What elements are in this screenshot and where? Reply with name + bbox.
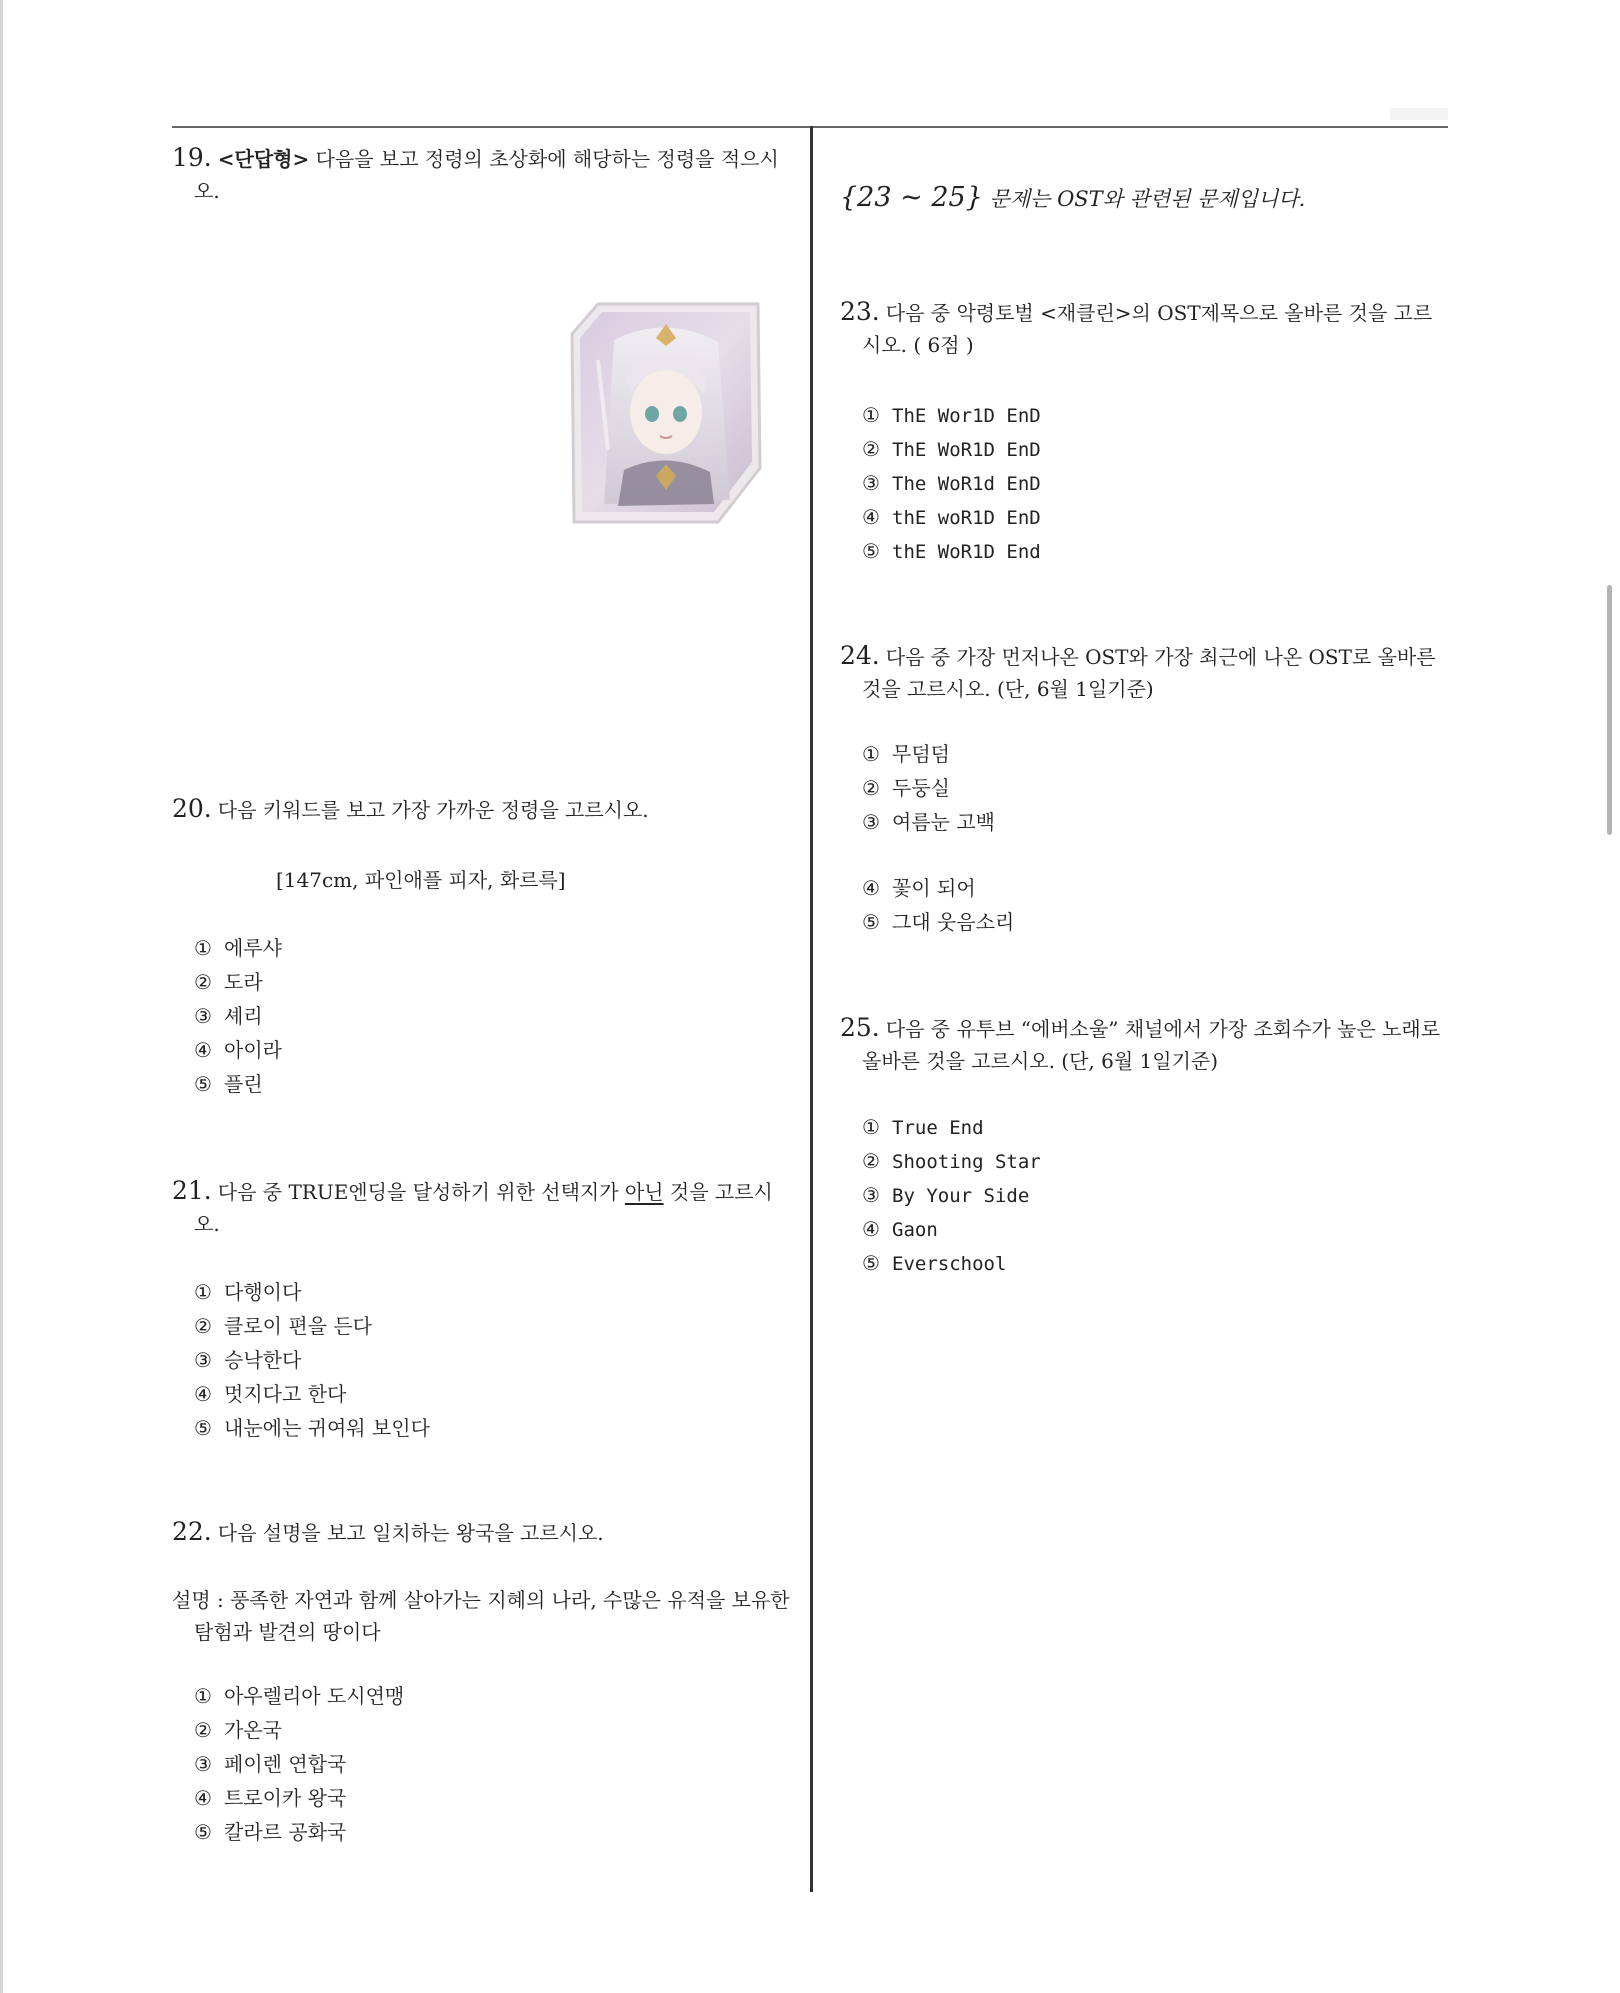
- option-mark: ②: [194, 970, 212, 994]
- question-21: [172, 1175, 782, 1240]
- option-label: 무덤덤: [892, 742, 950, 766]
- option-mark: ③: [194, 1752, 212, 1776]
- question-text: 다음 중 악령토벌 <재클린>의 OST제목으로 올바른 것을 고르시오. ( 6점 ): [862, 301, 1433, 357]
- question-25: [840, 1012, 1450, 1077]
- option-3[interactable]: [194, 999, 282, 1033]
- question-22-options: [172, 1679, 404, 1849]
- option-label: 도라: [224, 970, 263, 994]
- option-label: 페이렌 연합국: [224, 1752, 347, 1776]
- option-mark: ⑤: [862, 539, 880, 563]
- page-corner-mark: [1390, 108, 1448, 120]
- question-24: [840, 640, 1450, 705]
- question-text: 다음 중 TRUE엔딩을 달성하기 위한 선택지가: [217, 1180, 625, 1204]
- option-label: 아우렐리아 도시연맹: [224, 1684, 405, 1708]
- question-19: [172, 142, 782, 207]
- question-19-stem: [172, 142, 782, 207]
- option-mark: ②: [194, 1718, 212, 1742]
- option-4[interactable]: [862, 871, 1014, 905]
- question-text: 다음 키워드를 보고 가장 가까운 정령을 고르시오.: [217, 798, 649, 822]
- option-mark: ⑤: [194, 1072, 212, 1096]
- column-divider: [810, 126, 813, 1892]
- question-23-options: [840, 398, 1041, 568]
- question-number: 21.: [172, 1176, 212, 1205]
- question-21-stem: [172, 1175, 782, 1240]
- option-label: 멋지다고 한다: [224, 1382, 347, 1406]
- question-emphasis: 아닌: [624, 1180, 664, 1204]
- option-3[interactable]: [194, 1747, 404, 1781]
- question-25-options: [840, 1110, 1041, 1280]
- option-4[interactable]: [194, 1377, 430, 1411]
- option-label: 아이라: [224, 1038, 282, 1062]
- option-label: thE woR1D EnD: [892, 507, 1041, 529]
- option-label: 플린: [224, 1072, 263, 1096]
- option-label: 승낙한다: [224, 1348, 302, 1372]
- option-label: By Your Side: [892, 1185, 1030, 1207]
- question-21-options: [172, 1275, 430, 1445]
- option-label: 꽃이 되어: [892, 876, 976, 900]
- option-1[interactable]: [194, 1679, 404, 1713]
- question-20-options: [172, 931, 282, 1101]
- section-heading: [840, 180, 1305, 217]
- option-mark: ⑤: [194, 1820, 212, 1844]
- question-number: 24.: [840, 641, 880, 670]
- question-type-tag: <단답형>: [217, 147, 310, 171]
- option-mark: ①: [194, 936, 212, 960]
- question-number: 19.: [172, 143, 212, 172]
- option-mark: ⑤: [194, 1416, 212, 1440]
- spirit-portrait-image: [568, 300, 764, 526]
- option-label: ThE WoR1D EnD: [892, 439, 1041, 461]
- section-text: 문제는 OST와 관련된 문제입니다.: [982, 187, 1306, 211]
- option-mark: ④: [194, 1786, 212, 1810]
- question-24-stem: [840, 640, 1450, 705]
- option-label: Everschool: [892, 1253, 1007, 1275]
- option-4[interactable]: [862, 1212, 1041, 1246]
- option-5[interactable]: [862, 534, 1041, 568]
- option-label: 칼라르 공화국: [224, 1820, 347, 1844]
- question-22: [172, 1516, 782, 1549]
- question-22-description: 설명 : 풍족한 자연과 함께 살아가는 지혜의 나라, 수많은 유적을 보유한 탐험과 발견의 땅이다: [172, 1588, 790, 1644]
- question-text-end: 것을 고르시오.: [194, 1180, 773, 1236]
- option-mark: ①: [194, 1280, 212, 1304]
- option-mark: ③: [862, 471, 880, 495]
- question-25-stem: [840, 1012, 1450, 1077]
- option-1[interactable]: [194, 1275, 430, 1309]
- option-label: 클로이 편을 든다: [224, 1314, 372, 1338]
- option-label: 여름눈 고백: [892, 810, 995, 834]
- option-1[interactable]: [194, 931, 282, 965]
- option-label: 셰리: [224, 1004, 263, 1028]
- option-2[interactable]: [862, 771, 995, 805]
- option-label: thE WoR1D End: [892, 541, 1041, 563]
- option-mark: ②: [862, 1149, 880, 1173]
- question-number: 25.: [840, 1013, 880, 1042]
- option-3[interactable]: [194, 1343, 430, 1377]
- option-3[interactable]: [862, 1178, 1041, 1212]
- option-label: Gaon: [892, 1219, 938, 1241]
- option-mark: ⑤: [862, 1251, 880, 1275]
- option-label: 가온국: [224, 1718, 282, 1742]
- option-label: 다행이다: [224, 1280, 302, 1304]
- option-mark: ①: [862, 742, 880, 766]
- scrollbar-thumb[interactable]: [1607, 585, 1612, 835]
- question-number: 22.: [172, 1517, 212, 1546]
- option-5[interactable]: [194, 1411, 430, 1445]
- question-22-stem: [172, 1516, 782, 1549]
- question-20: [172, 793, 782, 826]
- option-4[interactable]: [194, 1781, 404, 1815]
- option-1[interactable]: [862, 1110, 1041, 1144]
- option-label: 그대 웃음소리: [892, 910, 1015, 934]
- option-mark: ④: [862, 1217, 880, 1241]
- option-mark: ③: [194, 1004, 212, 1028]
- question-24-options-b: [840, 871, 1014, 939]
- option-mark: ③: [194, 1348, 212, 1372]
- option-mark: ③: [862, 810, 880, 834]
- option-4[interactable]: [194, 1033, 282, 1067]
- section-range: {23 ~ 25}: [840, 182, 983, 213]
- option-label: The WoR1d EnD: [892, 473, 1041, 495]
- question-23-stem: [840, 296, 1450, 361]
- option-label: ThE Wor1D EnD: [892, 405, 1041, 427]
- question-text: 다음 중 가장 먼저나온 OST와 가장 최근에 나온 OST로 올바른 것을 고르시오. (단, 6월 1일기준): [862, 645, 1436, 701]
- option-mark: ⑤: [862, 910, 880, 934]
- keyword-list: [147cm, 파인애플 피자, 화르륵]: [276, 868, 566, 892]
- option-3[interactable]: [862, 466, 1041, 500]
- question-number: 20.: [172, 794, 212, 823]
- option-mark: ①: [862, 1115, 880, 1139]
- option-label: 두둥실: [892, 776, 950, 800]
- option-mark: ②: [862, 437, 880, 461]
- question-23: [840, 296, 1450, 361]
- option-label: True End: [892, 1117, 984, 1139]
- option-mark: ④: [862, 505, 880, 529]
- option-5[interactable]: [862, 1246, 1041, 1280]
- option-5[interactable]: [194, 1815, 404, 1849]
- option-2[interactable]: [862, 1144, 1041, 1178]
- question-24-options-a: [840, 737, 995, 839]
- option-2[interactable]: [194, 965, 282, 999]
- option-mark: ③: [862, 1183, 880, 1207]
- option-mark: ②: [862, 776, 880, 800]
- option-mark: ④: [194, 1038, 212, 1062]
- option-label: 내눈에는 귀여워 보인다: [224, 1416, 430, 1440]
- page-left-edge: [0, 0, 3, 1993]
- option-5[interactable]: [194, 1067, 282, 1101]
- question-text: 다음 설명을 보고 일치하는 왕국을 고르시오.: [217, 1521, 604, 1545]
- option-1[interactable]: [862, 737, 995, 771]
- option-2[interactable]: [194, 1309, 430, 1343]
- option-mark: ④: [194, 1382, 212, 1406]
- option-5[interactable]: [862, 905, 1014, 939]
- question-number: 23.: [840, 297, 880, 326]
- option-1[interactable]: [862, 398, 1041, 432]
- question-text: 다음 중 유투브 “에버소울” 채널에서 가장 조회수가 높은 노래로 올바른 것을 고르시오. (단, 6월 1일기준): [862, 1017, 1441, 1073]
- option-label: 트로이카 왕국: [224, 1786, 347, 1810]
- option-4[interactable]: [862, 500, 1041, 534]
- question-20-stem: [172, 793, 782, 826]
- option-mark: ④: [862, 876, 880, 900]
- option-mark: ①: [194, 1684, 212, 1708]
- option-mark: ②: [194, 1314, 212, 1338]
- option-label: Shooting Star: [892, 1151, 1041, 1173]
- option-2[interactable]: [194, 1713, 404, 1747]
- question-text: 다음을 보고 정령의 초상화에 해당하는 정령을 적으시오.: [194, 147, 779, 203]
- option-3[interactable]: [862, 805, 995, 839]
- option-label: 에루샤: [224, 936, 282, 960]
- option-mark: ①: [862, 403, 880, 427]
- option-2[interactable]: [862, 432, 1041, 466]
